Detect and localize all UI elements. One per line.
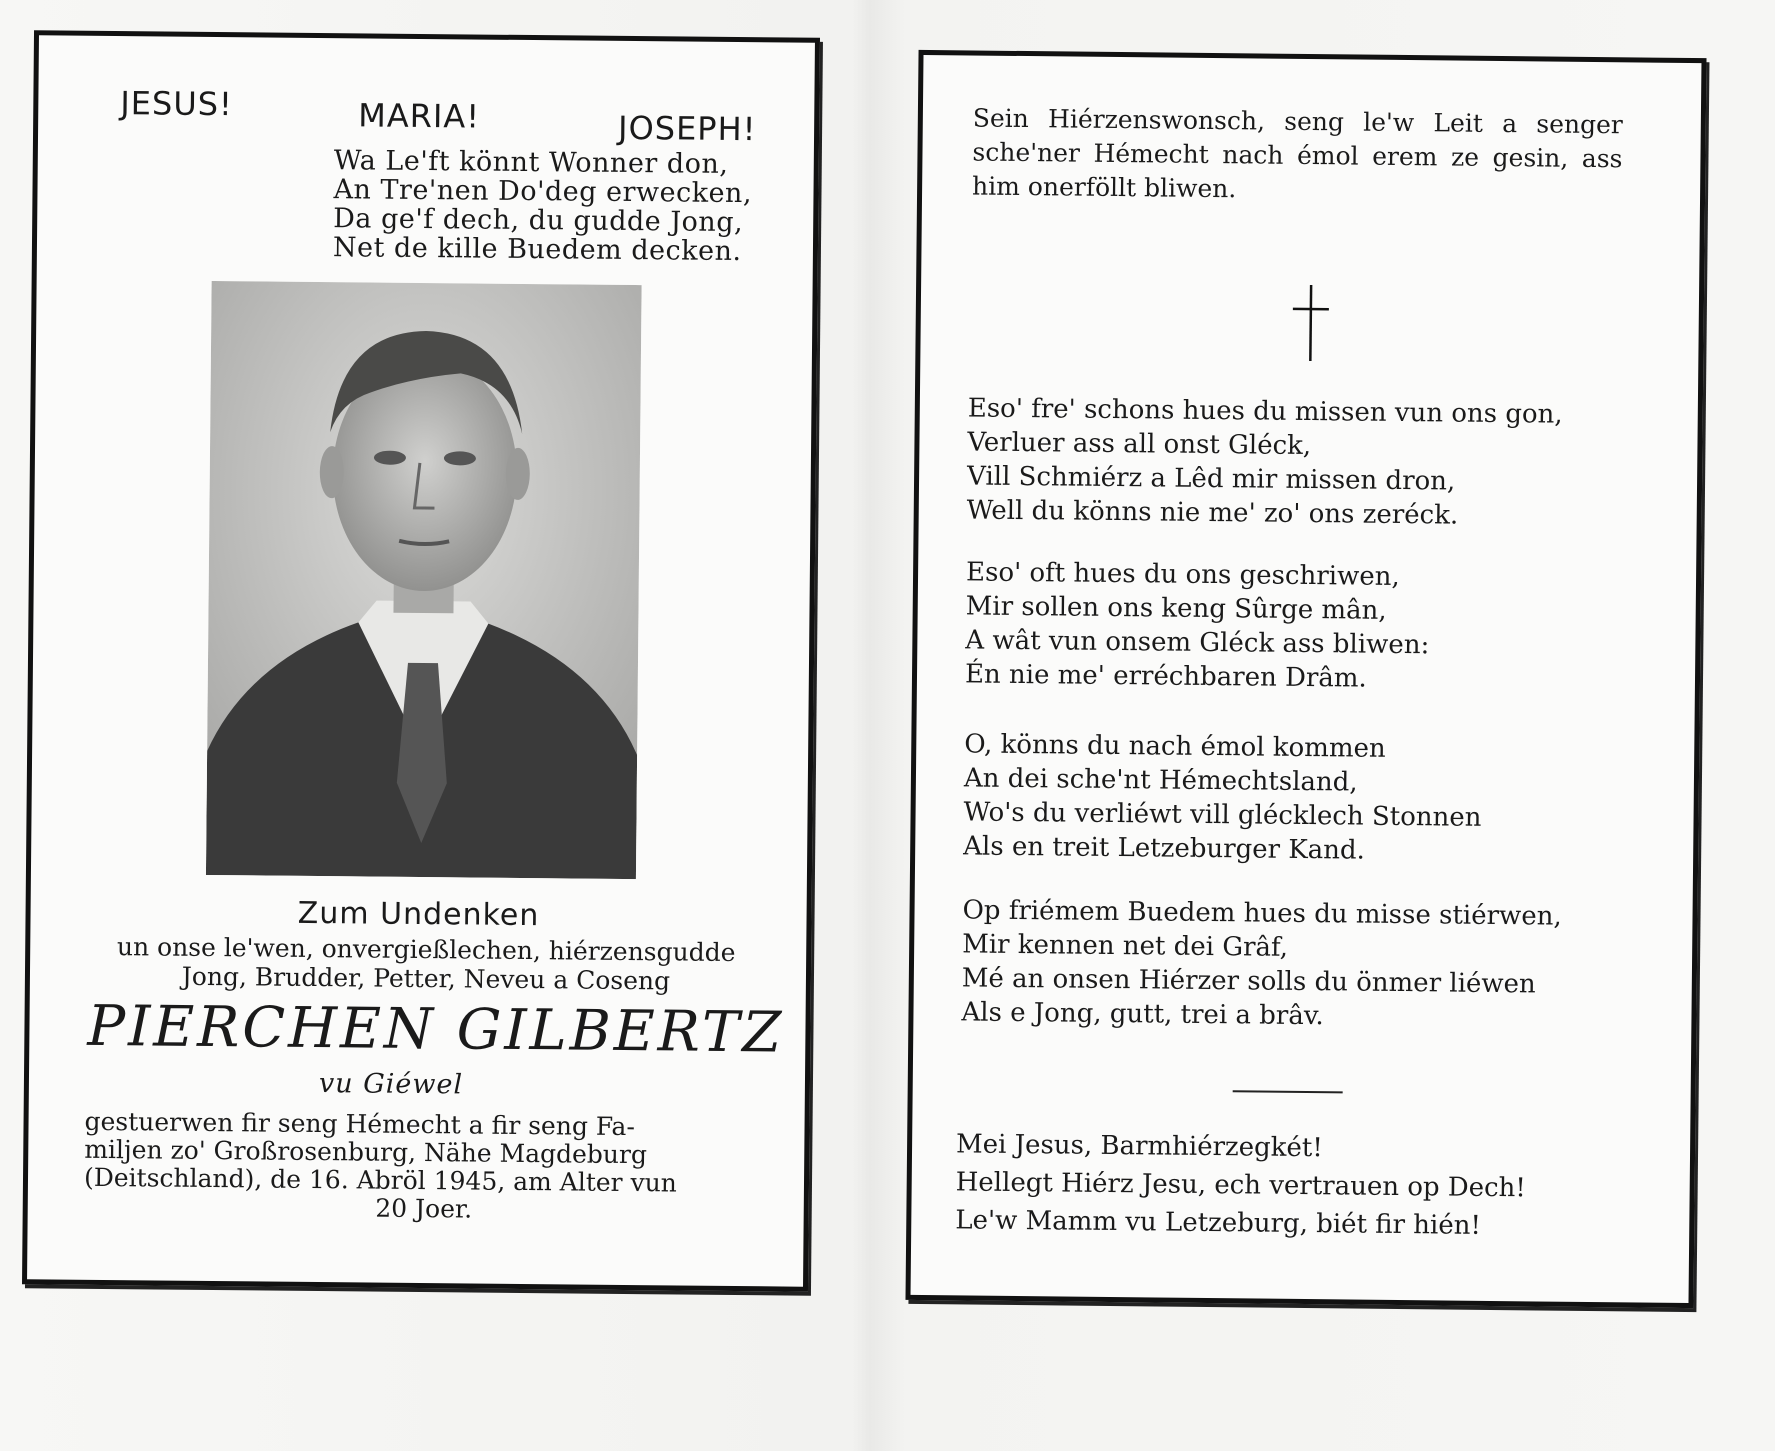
- stanza-line: Mir sollen ons keng Sûrge mân,: [965, 591, 1387, 626]
- stanza-line: Als e Jong, gutt, trei a brâv.: [961, 997, 1324, 1032]
- stanza-line: Eso' oft hues du ons geschriwen,: [965, 557, 1400, 592]
- stanza-line: Eso' fre' schons hues du missen vun ons gon,: [967, 393, 1563, 430]
- verse-line: Da ge'f dech, du gudde Jong,: [333, 203, 744, 239]
- intro-paragraph: Sein Hiérzenswonsch, seng le'w Leit a senger sche'ner Hémecht nach émol erem ze gesin, ass him onerföllt bliwen.: [971, 103, 1623, 204]
- dedication-line: Jong, Brudder, Petter, Neveu a Coseng: [181, 961, 671, 996]
- divider: [1233, 1090, 1343, 1093]
- right-panel: [905, 50, 1706, 1308]
- stanza-line: Vill Schmiérz a Lêd mir missen dron,: [966, 461, 1456, 497]
- stanza-line: A wât vun onsem Gléck ass bliwen:: [965, 625, 1430, 661]
- closing-prayers: [955, 1125, 1526, 1245]
- opening-verse: [333, 146, 753, 266]
- invocation-joseph: JOSEPH!: [617, 108, 757, 149]
- prayer-line: Le'w Mamm vu Letzeburg, biét fir hién!: [955, 1205, 1482, 1241]
- death-notice-line: miljen zo' Großrosenburg, Nähe Magdeburg: [84, 1134, 648, 1170]
- stanza-line: Well du könns nie me' zo' ons zeréck.: [966, 495, 1459, 531]
- stanza-3: [963, 727, 1482, 868]
- stanza-line: An dei sche'nt Hémechtsland,: [963, 763, 1358, 798]
- death-notice-line: (Deitschland), de 16. Abröl 1945, am Alter vun: [83, 1162, 677, 1198]
- death-notice: [84, 1108, 765, 1227]
- death-notice-line: gestuerwen fir seng Hémecht a fir seng Fa-: [84, 1106, 635, 1142]
- death-notice-line: 20 Joer.: [375, 1193, 473, 1224]
- stanza-line: Én nie me' erréchbaren Drâm.: [964, 659, 1367, 694]
- stanza-line: Mir kennen net dei Grâf,: [962, 929, 1289, 963]
- cross-icon: [1290, 283, 1331, 363]
- stanza-1: [967, 391, 1563, 533]
- home-village: vu Giéwel: [318, 1068, 464, 1101]
- stanza-4: [961, 893, 1562, 1035]
- left-panel: [22, 30, 820, 1291]
- prayer-line: Mei Jesus, Barmhiérzegkét!: [955, 1129, 1323, 1164]
- stanza-line: Als en treit Letzeburger Kand.: [963, 831, 1366, 866]
- dedication: [86, 932, 767, 997]
- portrait-illustration: [206, 281, 642, 879]
- verse-line: Wa Le'ft könnt Wonner don,: [333, 145, 729, 180]
- stanza-line: Mé an onsen Hiérzer solls du önmer liéwen: [961, 963, 1536, 1000]
- invocation: [38, 83, 814, 149]
- stanza-line: Op friémem Buedem hues du misse stiérwen,: [962, 895, 1562, 932]
- verse-line: Net de kille Buedem decken.: [332, 232, 742, 268]
- stanza-line: Wo's du verliéwt vill glécklech Stonnen: [963, 797, 1482, 833]
- invocation-jesus: JESUS!: [120, 84, 234, 124]
- invocation-maria: MARIA!: [358, 96, 481, 136]
- stanza-line: Verluer ass all onst Gléck,: [967, 427, 1312, 462]
- prayer-line: Hellegt Hiérz Jesu, ech vertrauen op Dech!: [955, 1167, 1527, 1204]
- dedication-line: un onse le'wen, onvergießlechen, hiérzensgudde: [116, 932, 736, 968]
- verse-line: An Tre'nen Do'deg erwecken,: [333, 174, 753, 210]
- portrait-photo: [206, 281, 642, 879]
- stanza-line: O, könns du nach émol kommen: [964, 729, 1386, 764]
- stanza-2: [965, 555, 1430, 696]
- deceased-name: PIERCHEN GILBERTZ: [87, 993, 785, 1066]
- memorial-heading: Zum Undenken: [297, 895, 540, 934]
